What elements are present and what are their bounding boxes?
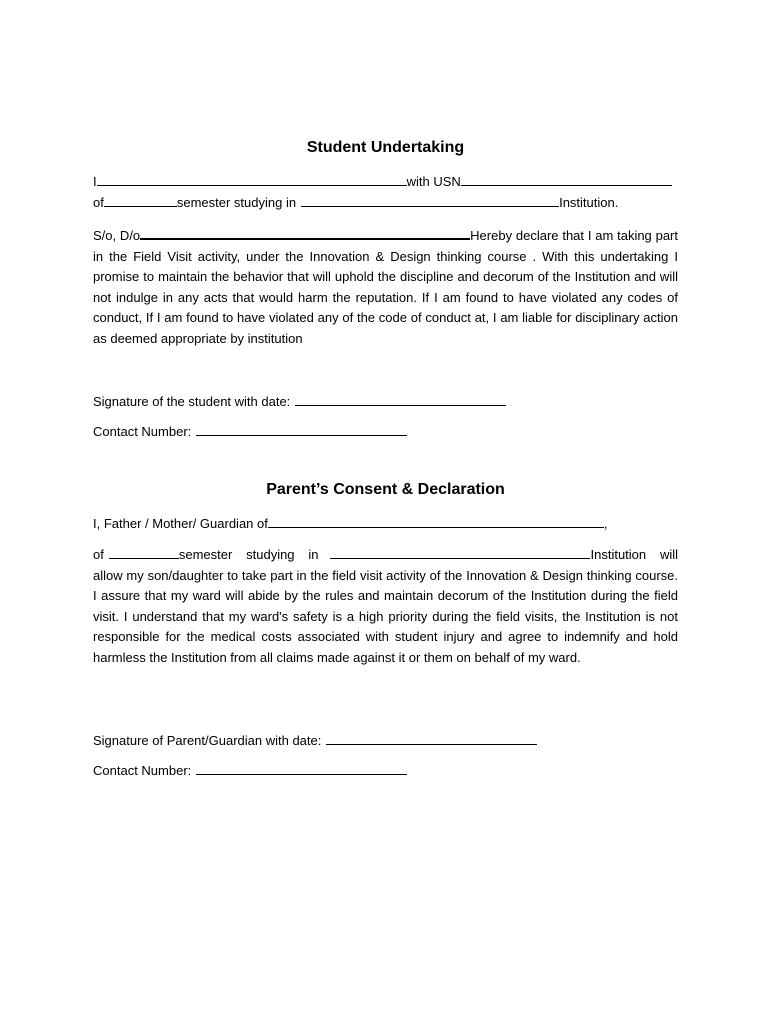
institution-suffix: Institution. — [559, 195, 619, 210]
parent-contact-line — [93, 761, 678, 782]
parent-ward-line — [93, 514, 678, 535]
student-signature-blank[interactable] — [295, 392, 506, 406]
ward-name-blank[interactable] — [268, 514, 604, 528]
institution-blank[interactable] — [301, 193, 559, 207]
declaration-prefix: S/o, D/o — [93, 228, 141, 243]
parent-name-blank[interactable] — [140, 225, 470, 240]
student-semester-line — [93, 193, 678, 214]
parent-signature-blank[interactable] — [326, 731, 537, 745]
parent-contact-label: Contact Number: — [93, 763, 192, 778]
semester-prefix: of — [93, 195, 104, 210]
parent-ward-suffix: , — [603, 516, 608, 531]
usn-label: with USN — [406, 174, 461, 189]
parent-para-mid: semester studying in — [178, 547, 319, 562]
parent-consent-paragraph — [93, 545, 678, 668]
declaration-text: Hereby declare that I am taking part in the Field Visit activity, under the Innovation & Design thinking course . With this undertaking I promise to maintain the behavior that will uphold the discipline and decorum of the Institution and will not indulge in any acts that would harm the reputation. If I am found to have violated any codes of conduct, If I am found to have violated any of the code of conduct at, I am liable for disciplinary action as deemed appropriate by institution — [93, 228, 678, 346]
semester-label: semester studying in — [176, 195, 297, 210]
parent-para-text: Institution will allow my son/daughter to take part in the field visit activity of the Innovation & Design thinking course. I assure that my ward will abide by the rules and maintain decorum of the Institution during the field visit. I understand that my ward's safety is a high priority during the field visits, the Institution is not responsible for the medical costs associated with student injury and agree to indemnify and hold harmless the Institution from all claims made against it or them on behalf of my ward. — [93, 547, 678, 665]
parent-para-prefix: of — [93, 547, 104, 562]
parent-contact-blank[interactable] — [196, 761, 407, 775]
student-contact-blank[interactable] — [196, 422, 407, 436]
student-contact-line — [93, 422, 678, 443]
student-name-blank[interactable] — [97, 172, 407, 186]
student-undertaking-title: Student Undertaking — [306, 139, 465, 156]
parent-semester-blank[interactable] — [109, 545, 179, 559]
parent-signature-label: Signature of Parent/Guardian with date: — [93, 733, 322, 748]
student-signature-label: Signature of the student with date: — [93, 394, 291, 409]
usn-blank[interactable] — [461, 172, 672, 186]
semester-blank[interactable] — [104, 193, 177, 207]
parent-ward-prefix: I, Father / Mother/ Guardian of — [93, 516, 268, 531]
parent-institution-blank[interactable] — [330, 545, 590, 559]
parent-signature-line — [93, 731, 678, 752]
student-name-prefix: I — [93, 174, 97, 189]
student-contact-label: Contact Number: — [93, 424, 192, 439]
student-signature-line — [93, 392, 678, 413]
student-declaration-paragraph — [93, 225, 678, 349]
student-name-line — [93, 172, 678, 193]
parent-consent-title: Parent’s Consent & Declaration — [266, 481, 505, 498]
